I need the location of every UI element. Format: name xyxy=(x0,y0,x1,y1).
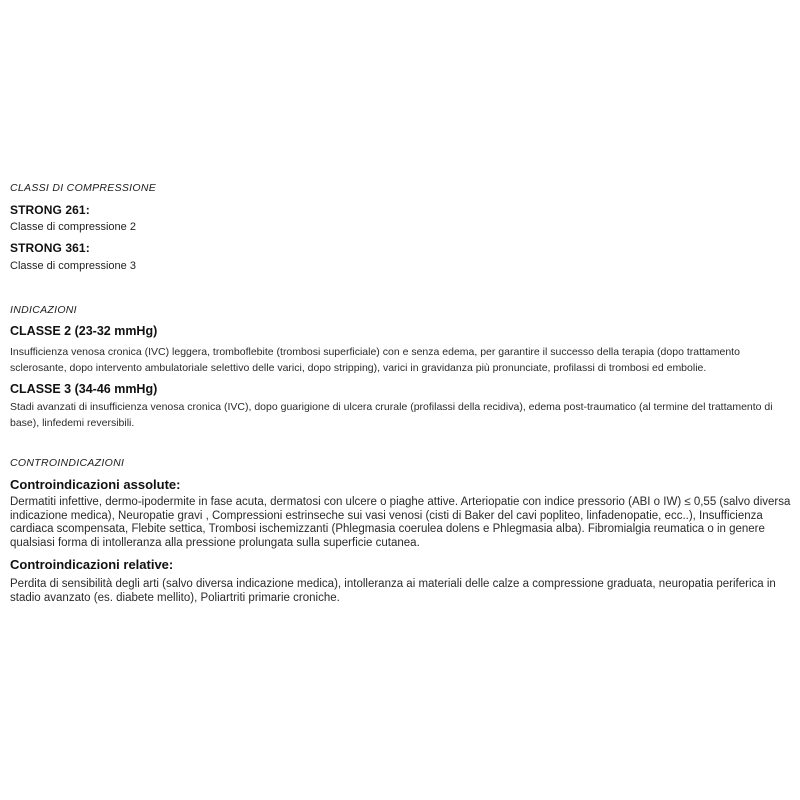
controindicazioni-assolute-title: Controindicazioni assolute: xyxy=(10,477,181,492)
strong-361-value: Classe di compressione 3 xyxy=(10,260,136,272)
classe-2-title: CLASSE 2 (23-32 mmHg) xyxy=(10,324,158,338)
classe-3-body: Stadi avanzati di insufficienza venosa cronica (IVC), dopo guarigione di ulcera crurale (profilassi della recidiva), edema post-traumatico (al termine del trattamento di base), linfedemi reversibili. xyxy=(10,401,773,429)
controindicazioni-relative-title: Controindicazioni relative: xyxy=(10,557,174,572)
section-heading-controindicazioni: CONTROINDICAZIONI xyxy=(10,457,125,469)
classe-2-body: Insufficienza venosa cronica (IVC) leggera, tromboflebite (trombosi superficiale) con e senza edema, per garantire il successo della terapia (dopo trattamento sclerosante, dopo intervento ambulatoriale selettivo delle varici, dopo stripping), varici in gravidanza più pronunciate, profilassi di trombosi ed embolie. xyxy=(10,346,740,374)
classe-3-title: CLASSE 3 (34-46 mmHg) xyxy=(10,382,158,396)
section-heading-classi-di-compressione: CLASSI DI COMPRESSIONE xyxy=(10,182,157,194)
controindicazioni-relative-body: Perdita di sensibilità degli arti (salvo diversa indicazione medica), intolleranza ai materiali delle calze a compressione graduata, neuropatia periferica in stadio avanzato (es. diabete mellito), Poliartriti primarie croniche. xyxy=(10,578,776,604)
strong-361-label: STRONG 361: xyxy=(10,241,90,255)
strong-261-value: Classe di compressione 2 xyxy=(10,221,136,233)
strong-261-label: STRONG 261: xyxy=(10,203,90,217)
section-heading-indicazioni: INDICAZIONI xyxy=(10,304,77,316)
controindicazioni-assolute-body: Dermatiti infettive, dermo-ipodermite in fase acuta, dermatosi con ulcere o piaghe attive. Arteriopatie con indice pressorio (ABI o IW) ≤ 0,55 (salvo diversa indicazione medica), Neuropatie gravi , Compressioni estrinseche sui vasi venosi (cisti di Baker del cavi popliteo, linfadenopatie, ecc..), Insufficienza cardiaca scompensata, Flebite settica, Trombosi ischemizzanti (Phlegmasia coerulea dolens e Phlegmasia alba). Fibromialgia reumatica o in genere qualsiasi forma di intolleranza alla pressione prolungata sulla superficie cutanea. xyxy=(10,496,791,549)
